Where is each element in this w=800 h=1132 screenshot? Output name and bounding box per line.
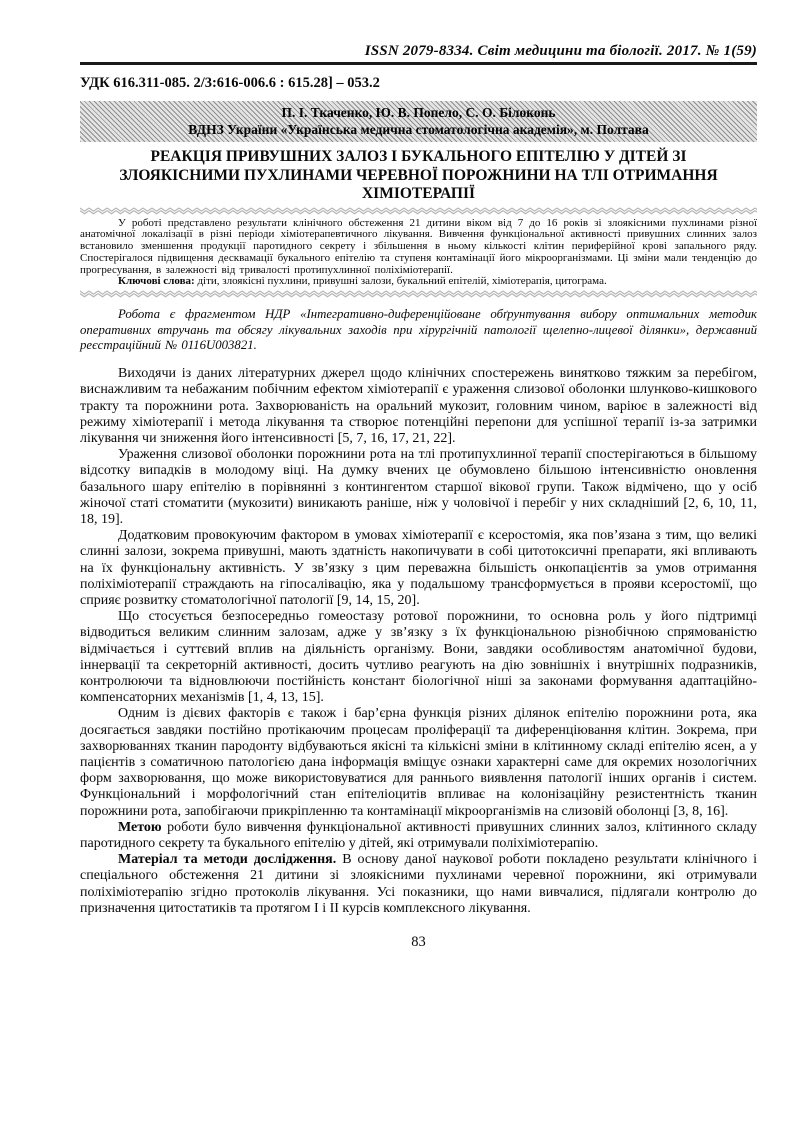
authors-band — [80, 101, 757, 142]
zigzag-divider-top — [80, 207, 757, 215]
udc-code: УДК 616.311-085. 2/3:616-006.6 : 615.28] – 053.2 — [80, 75, 380, 91]
body-paragraph — [80, 706, 757, 819]
keywords-line — [80, 276, 757, 288]
research-project-note: Робота є фрагментом НДР «Інтегративно-диференційоване обґрунтування вибору оптимальних методик оперативних втручань та обсягу лікувальних заходів при хірургічній патології щелепно-лицевої ділянки», державний реєстраційний № 0116U003821. — [80, 307, 757, 352]
body-paragraph-methods — [80, 852, 757, 917]
page-number: 83 — [411, 934, 426, 951]
paragraph-text: Додатковим провокуючим фактором в умовах хіміотерапії є ксеростомія, яка пов’язана з тим, що великі слинні залози, зокрема привушні, мають здатність накопичувати в собі цитотоксичні препарати, які впливають на їх функціональну активність. У зв’язку з цим переважна більшість онкопацієнтів за умов отримання поліхіміотерапії страждають на гіпосалівацію, яка у подальшому трансформується в прояви ксеростомії, що сприяє розвитку стоматологічної патології [9, 14, 15, 20]. — [80, 528, 757, 609]
paragraph-text: В основу даної наукової роботи покладено результати клінічного і спеціального обстеження 21 дитини зі злоякісними пухлинами черевної порожнини, які отримували поліхіміотерапію згідно протоколів лікування. Усі показники, що нами вивчалися, підлягали контролю до призначення цитостатиків та протягом І і ІІ курсів комплексного лікування. — [80, 852, 758, 916]
affiliation-line: ВДНЗ України «Українська медична стоматологічна академія», м. Полтава — [188, 122, 649, 137]
issn-header: ISSN 2079-8334. Світ медицини та біології. 2017. № 1(59) — [364, 43, 757, 59]
keywords-text: діти, злоякісні пухлини, привушні залози, букальний епітелій, хіміотерапія, цитограма. — [197, 275, 607, 288]
authors-line: П. І. Ткаченко, Ю. В. Попело, С. О. Білоконь — [281, 105, 556, 120]
paragraph-lead: Матеріал та методи дослідження. — [118, 852, 337, 868]
body-paragraph — [80, 366, 757, 447]
abstract-block — [80, 218, 757, 289]
keywords-label: Ключові слова: — [118, 275, 195, 288]
paragraph-text: Ураження слизової оболонки порожнини рота на тлі протипухлинної терапії спостерігаються в більшому відсотку випадків в молодому віці. На думку вчених це обумовлено більшою інтенсивністю оновлення базального шару епітелію в порівнянні з контингентом старшої вікової групи. Також відмічено, що у осіб жіночої статі стоматити (мукозити) виникають раніше, ніж у чоловічої і перебіг у них складніший [2, 6, 10, 11, 18, 19]. — [80, 447, 757, 527]
abstract-text: У роботі представлено результати клінічного обстеження 21 дитини віком від 7 до 16 років зі злоякісними пухлинами різної анатомічної локалізації в різні періоди хіміотерапевтичного лікування. Вивчення функціональної активності привушних слинних залоз встановило зменшення продукції паротидного секрету і збільшення в ньому кількості клітин периферійної крові запального ряду. Спостерігалося підвищення десквамації букального епітелію та ступеня контамінації його мікроорганізмами. Ці зміни мали тенденцію до прогресування, в залежності від тривалості протипухлинної поліхіміотерапії. — [80, 216, 757, 276]
body-paragraph-aim — [80, 820, 757, 852]
paragraph-text: Виходячи із даних літературних джерел щодо клінічних спостережень винятково тяжким за перебігом, виснажливим та небажаним побічним ефектом хіміотерапії є ураження слизової оболонки шлунково-кишкового тракту та порожнини рота. Захворюваність на оральний мукозит, головним чином, варіює в залежності від режиму хіміотерапії і метода лікування та створює потенційні перепони для успішної терапії із-за затримки лікування чи зниження його інтенсивності [5, 7, 16, 17, 21, 22]. — [80, 366, 757, 446]
header-double-rule — [80, 62, 757, 65]
body-paragraph — [80, 528, 757, 609]
paragraph-lead: Метою — [118, 819, 162, 835]
article-title: РЕАКЦІЯ ПРИВУШНИХ ЗАЛОЗ І БУКАЛЬНОГО ЕПІТЕЛІЮ У ДІТЕЙ ЗІ ЗЛОЯКІСНИМИ ПУХЛИНАМИ ЧЕРЕВНОЇ ПОРОЖНИНИ НА ТЛІ ОТРИМАННЯ ХІМІОТЕРАПІЇ — [119, 148, 718, 202]
body-paragraph — [80, 609, 757, 706]
body-paragraph — [80, 447, 757, 528]
zigzag-divider-bottom — [80, 290, 757, 298]
paragraph-text: Одним із дієвих факторів є також і бар’єрна функція різних ділянок епітелію порожнини рота, яка досягається завдяки постійно протікаючим процесам проліферації та диференціювання клітин. Зокрема, при захворюваннях тканин пародонту відбуваються якісні та кількісні зміни в клітинному складі епітелію ясен, а у пацієнтів з соматичною патологією дана інформація вміщує ознаки характерні саме для окремих нозологічних форм захворювання, що може використовуватися для раннього виявлення патології інших органів і систем. Функціональний і морфологічний стан епітеліоцитів впливає на колонізаційну резистентність тканин порожнини рота, запобігаючи прикріпленню та контамінації мікроорганізмів на слизовій оболонці [3, 8, 16]. — [80, 706, 757, 819]
paragraph-text: роботи було вивчення функціональної активності привушних слинних залоз, клітинного складу паротидного секрету та букального епітелію у дітей, які отримували поліхіміотерапію. — [80, 819, 757, 852]
paragraph-text: Що стосується безпосередньо гомеостазу ротової порожнини, то основна роль у його підтримці відводиться великим слинним залозам, адже у зв’язку з їх функціональною різнобічною спрямованістю відмічається і суттєвий вплив на діяльність організму. Вони, завдяки особливостям анатомічної будови, іннервації та секреторній активності, досить чутливо реагують на дію зовнішніх і внутрішніх подразників, контролюючи та відновлюючи постійність констант біологічної ніші за законами формування адаптаційно-компенсаторних механізмів [1, 4, 13, 15]. — [80, 609, 757, 706]
article-body — [80, 366, 757, 917]
